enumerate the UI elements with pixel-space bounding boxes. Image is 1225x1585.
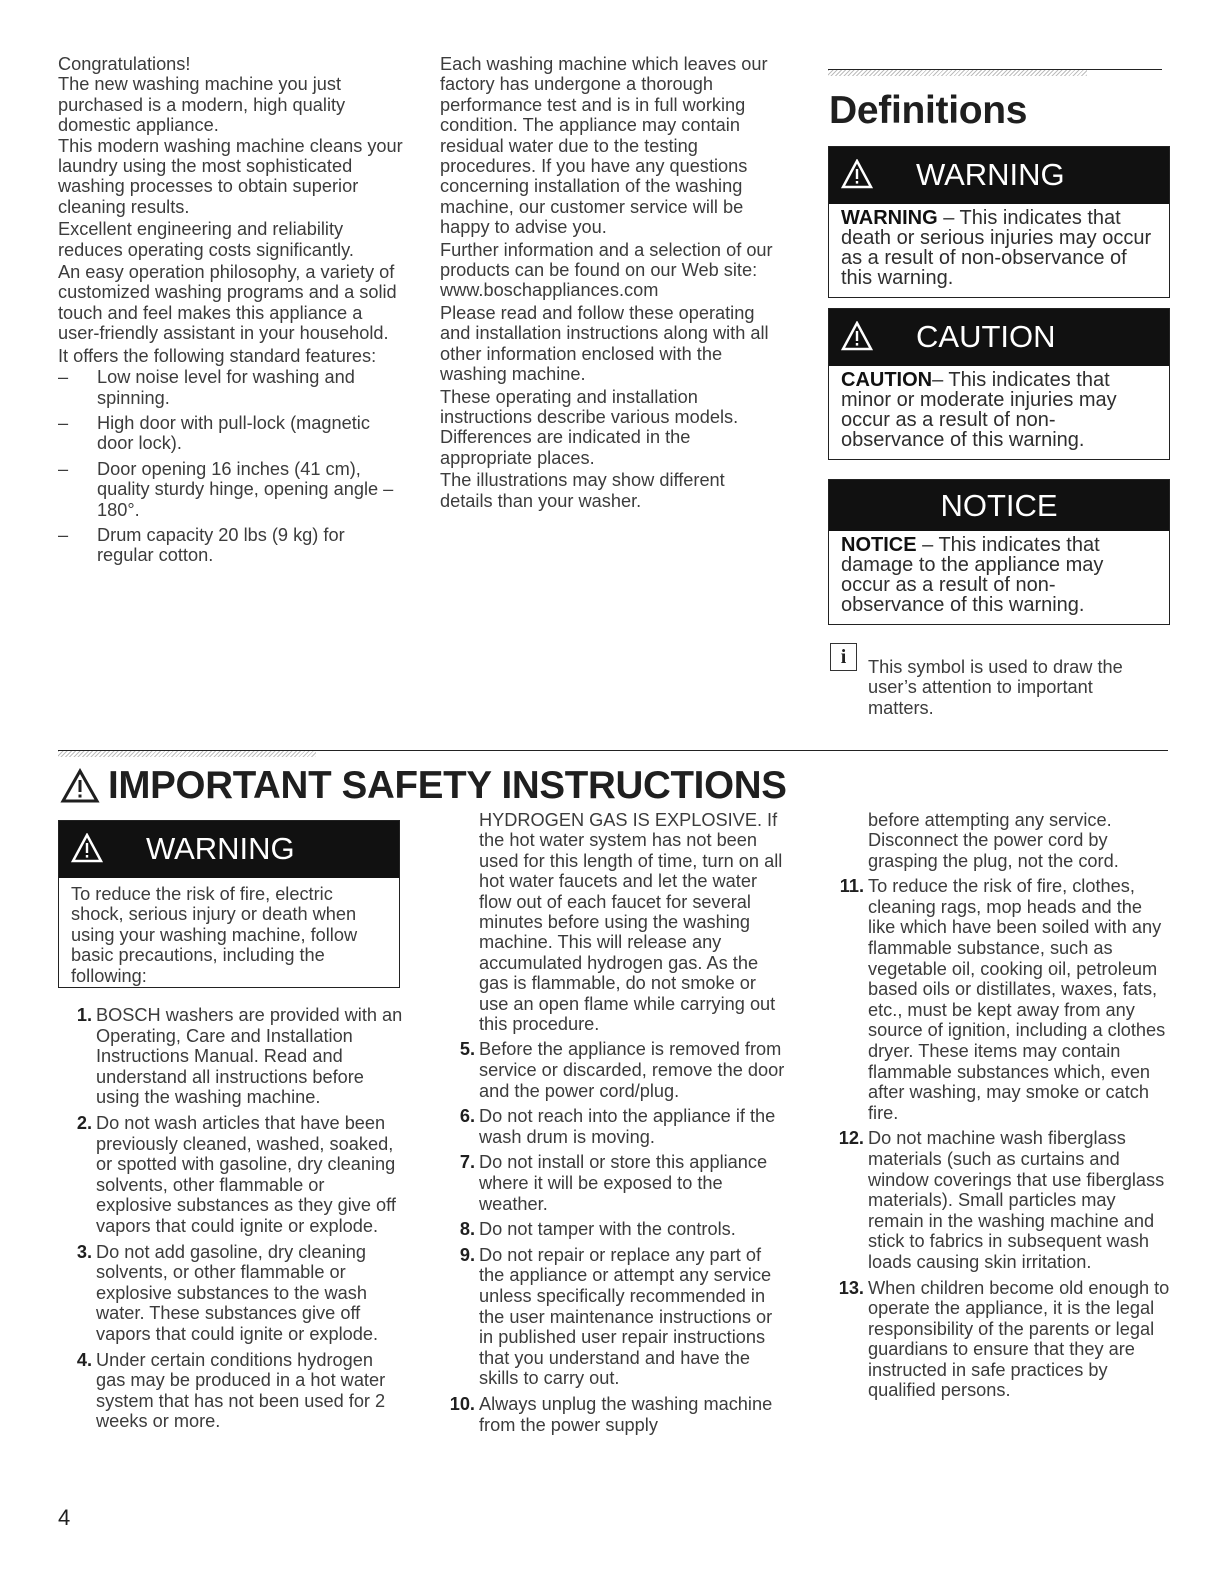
intro-column-2 (440, 54, 780, 511)
intro-paragraph: An easy operation philosophy, a variety of customized washing programs and a solid touch and feel makes this appliance a user-friendly assistant in your household. (58, 262, 397, 344)
feature-text: Door opening 16 inches (41 cm), quality sturdy hinge, opening angle –180°. (97, 458, 394, 520)
list-item (830, 1128, 1170, 1272)
caution-term: CAUTION (841, 369, 933, 391)
list-item (58, 1113, 403, 1237)
item-number: 6. (459, 1106, 475, 1127)
feature-text: Drum capacity 20 lbs (9 kg) for regular cotton. (97, 524, 345, 566)
safety-warning-banner (59, 821, 399, 878)
item-text: Do not reach into the appliance if the wash drum is moving. (479, 1106, 776, 1147)
definitions-heading: Definitions (829, 89, 1028, 132)
list-item (830, 1278, 1170, 1402)
list-item (441, 1394, 786, 1435)
notice-definition-text (829, 531, 1169, 619)
list-item (441, 1152, 786, 1214)
feature-item (58, 413, 403, 454)
intro-column-1 (58, 54, 403, 566)
item-number: 10. (449, 1393, 475, 1414)
item-text: Do not install or store this appliance where it will be exposed to the weather. (479, 1152, 768, 1214)
item-text: Do not wash articles that have been previously cleaned, washed, soaked, or spotted with gasoline, dry cleaning solvents, other flammable or explosive substances as they give off vapors that could ignite or explode. (96, 1112, 396, 1236)
dash-marker: – (58, 412, 69, 433)
item-number: 13. (838, 1277, 864, 1298)
warning-triangle-icon (71, 833, 103, 863)
warning-description: – This indicates that death or serious injuries may occur as a result of non-observance of this warning. (841, 207, 1152, 289)
list-item (58, 1242, 403, 1345)
notice-definition-box (828, 479, 1170, 625)
caution-definition-box (828, 308, 1170, 460)
definitions-rule (828, 69, 1162, 70)
feature-item (58, 525, 403, 566)
item-number: 3. (76, 1241, 92, 1262)
intro-paragraph: The illustrations may show different details than your washer. (440, 470, 725, 511)
item-text: Do not tamper with the controls. (479, 1219, 736, 1240)
warning-definition-text (829, 204, 1169, 292)
list-item (830, 876, 1170, 1123)
intro-paragraph: These operating and installation instructions describe various models. Differences are indicated in the appropriate places. (440, 386, 739, 468)
definitions-hatch (828, 70, 1087, 76)
warning-triangle-icon (841, 159, 873, 189)
item-number: 8. (459, 1219, 475, 1240)
list-item (58, 1005, 403, 1108)
dash-marker: – (58, 367, 69, 388)
caution-definition-text (829, 366, 1169, 454)
item-text: Under certain conditions hydrogen gas may be produced in a hot water system that has not been used for 2 weeks or more. (96, 1349, 386, 1432)
warning-definition-box (828, 146, 1170, 298)
notice-label: NOTICE (940, 487, 1058, 523)
caution-description: – This indicates that minor or moderate injuries may occur as a result of non-observance of this warning. (841, 369, 1117, 451)
list-item (441, 1039, 786, 1101)
item-number: 9. (459, 1244, 475, 1265)
safety-column-2 (441, 810, 786, 1440)
item-text: Always unplug the washing machine from the power supply (479, 1393, 773, 1435)
warning-label: WARNING (916, 157, 1065, 192)
dash-marker: – (58, 524, 69, 545)
info-symbol-icon: i (830, 643, 857, 671)
item-text: BOSCH washers are provided with an Operating, Care and Installation Instructions Manual. Read and understand all instructions before using the washing machine. (96, 1005, 403, 1108)
feature-item (58, 367, 403, 408)
warning-banner (829, 147, 1169, 204)
safety-list-column-1 (58, 1005, 403, 1437)
item-text: Before the appliance is removed from service or discarded, remove the door and the power cord/plug. (479, 1039, 785, 1101)
item-text: To reduce the risk of fire, clothes, cleaning rags, mop heads and the like which have been soiled with any flammable substance, such as vegetable oil, cooking oil, petroleum based oils or distillates, waxes, fats, etc., must be kept away from any source of ignition, including a clothes dryer. These items may contain flammable substances which, even after washing, may smoke or catch fire. (868, 876, 1166, 1123)
safety-heading (60, 763, 787, 809)
item-number: 7. (459, 1152, 475, 1173)
page-number: 4 (58, 1505, 71, 1530)
intro-paragraph: Further information and a selection of our products can be found on our Web site: www.boschappliances.com (440, 239, 773, 301)
list-item (441, 1106, 786, 1147)
intro-paragraph: Please read and follow these operating and installation instructions along with all other information enclosed with the washing machine. (440, 302, 769, 385)
item-text: Do not machine wash fiberglass materials (such as curtains and window coverings that use fiberglass materials). Small particles may remain in the washing machine and stick to fabrics in subsequent wash loads causing skin irritation. (868, 1128, 1165, 1272)
item-number: 2. (76, 1112, 92, 1133)
feature-item (58, 459, 403, 520)
safety-hatch (58, 751, 316, 757)
safety-warning-text: To reduce the risk of fire, electric shock, serious injury or death when using your washing machine, follow basic precautions, including the following: (71, 884, 358, 986)
intro-paragraph: The new washing machine you just purchased is a modern, high quality domestic appliance. (58, 74, 346, 136)
safety-heading-text: IMPORTANT SAFETY INSTRUCTIONS (108, 764, 787, 807)
warning-triangle-icon (841, 321, 873, 351)
caution-banner (829, 309, 1169, 366)
warning-term: WARNING (841, 207, 938, 229)
intro-paragraph: Excellent engineering and reliability reduces operating costs significantly. (58, 219, 354, 260)
item-number: 12. (838, 1128, 864, 1149)
safety-column-3 (830, 810, 1170, 1406)
safety-list-column-2 (441, 1039, 786, 1435)
notice-description: – This indicates that damage to the appliance may occur as a result of non-observance of this warning. (841, 534, 1104, 616)
safety-list-column-3 (830, 876, 1170, 1401)
list-item (441, 1219, 786, 1240)
intro-paragraph: It offers the following standard features: (58, 345, 377, 366)
notice-banner (829, 480, 1169, 531)
item-number: 4. (76, 1349, 92, 1370)
item-number: 11. (839, 876, 864, 897)
item-text: Do not repair or replace any part of the appliance or attempt any service unless specifically recommended in the user maintenance instructions or in published user repair instructions that you understand and have the skills to carry out. (479, 1244, 773, 1389)
intro-paragraph: This modern washing machine cleans your laundry using the most sophisticated washing processes to obtain superior cleaning results. (58, 135, 403, 217)
feature-text: Low noise level for washing and spinning. (97, 367, 355, 408)
list-item (58, 1350, 403, 1432)
dash-marker: – (58, 458, 69, 479)
intro-paragraph: Each washing machine which leaves our factory has undergone a thorough performance test and is in full working condition. The appliance may contain residual water due to the testing procedures. If you have any questions concerning installation of the washing machine, our customer service will be happy to advise you. (440, 54, 768, 238)
item-number: 5. (459, 1039, 475, 1060)
list-item (441, 1245, 786, 1389)
item-number: 1. (76, 1005, 92, 1025)
feature-text: High door with pull-lock (magnetic door lock). (97, 412, 370, 454)
warning-triangle-icon (60, 768, 100, 804)
item-4-continuation: HYDROGEN GAS IS EXPLOSIVE. If the hot water system has not been used for this length of time, turn on all hot water faucets and let the water flow out of each faucet for several minutes before using the washing machine. This will release any accumulated hydrogen gas. As the gas is flammable, do not smoke or use an open flame while carrying out this procedure. (479, 810, 783, 1035)
item-10-continuation: before attempting any service. Disconnect the power cord by grasping the plug, not the cord. (868, 810, 1119, 871)
safety-warning-box (58, 820, 400, 988)
caution-label: CAUTION (916, 319, 1056, 354)
intro-paragraph: Congratulations! (58, 54, 191, 74)
info-symbol-text: This symbol is used to draw the user’s attention to important matters. (868, 657, 1123, 718)
safety-rule (58, 750, 1168, 751)
notice-term: NOTICE (841, 534, 917, 556)
item-text: Do not add gasoline, dry cleaning solvents, or other flammable or explosive substances to the wash water. These substances give off vapors that could ignite or explode. (96, 1241, 379, 1344)
safety-warning-label: WARNING (146, 831, 295, 866)
item-text: When children become old enough to operate the appliance, it is the legal responsibility of the parents or legal guardians to ensure that they are instructed in safe practices by qualified persons. (868, 1277, 1170, 1401)
